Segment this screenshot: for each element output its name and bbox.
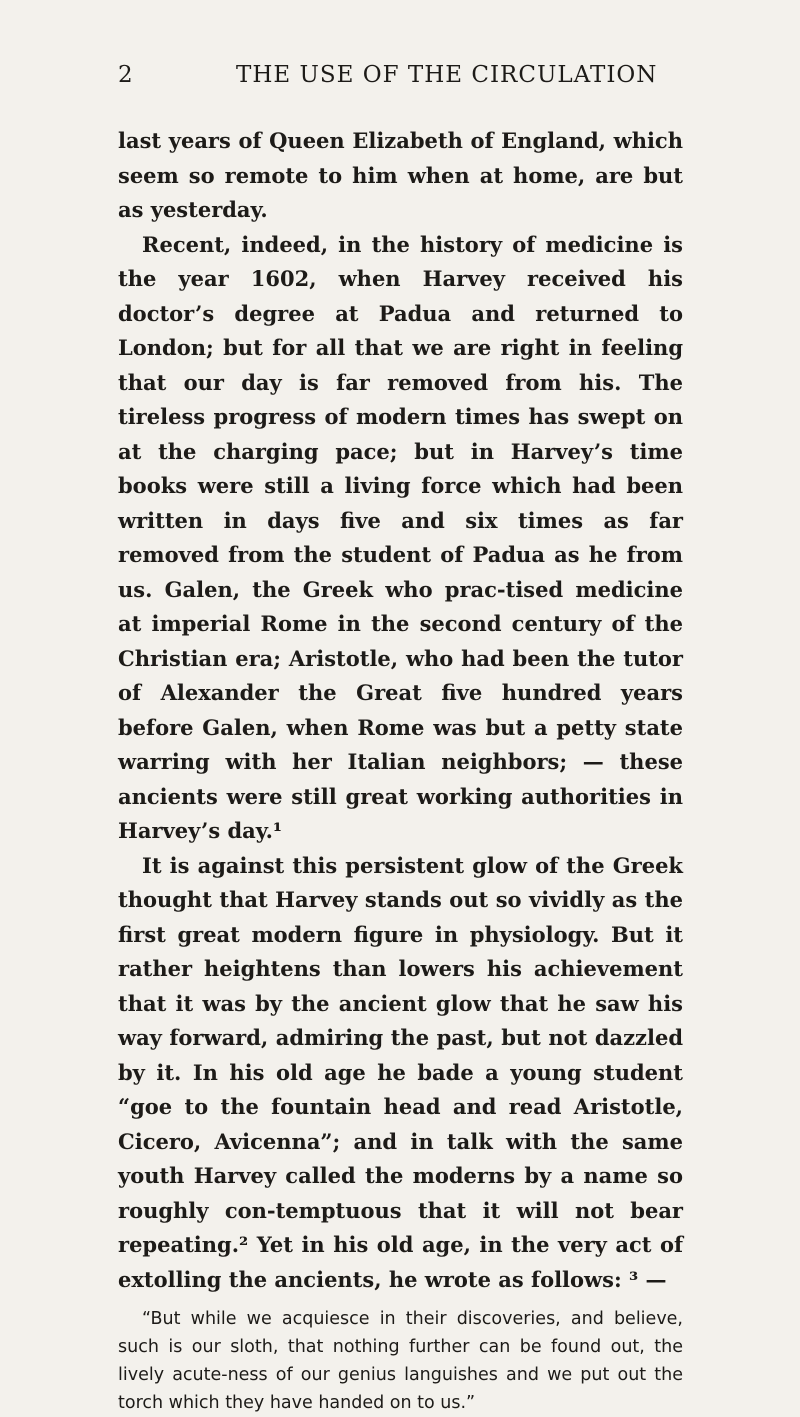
paragraph-continued: last years of Queen Elizabeth of England, which seem so remote to him when at home, are but as yesterday. — [118, 128, 683, 222]
quote-text: “But while we acquiesce in their discoveries, and believe, such is our sloth, that nothing further can be found out, the lively acute-ness of our genius languishes and we put out the torch which they have handed on to us.” — [118, 1309, 683, 1413]
paragraph: It is against this persistent glow of the Greek thought that Harvey stands out so vividly as the first great modern figure in physiology. But it rather heightens than lowers his achievement that it was by the ancient glow that he saw his way forward, admiring the past, but not dazzled by it. In his old age he bade a young student “goe to the fountain head and read Aristotle, Cicero, Avicenna”; and in talk with the same youth Harvey called the moderns by a name so roughly con-temptuous that it will not bear repeating.² Yet in his old age, in the very act of extolling the ancients, he wrote as follows: ³ — — [118, 852, 683, 1292]
page-number: 2 — [118, 62, 134, 88]
book-page — [118, 62, 683, 1417]
block-quote — [118, 1305, 683, 1417]
body-text — [118, 124, 683, 1297]
running-header — [118, 62, 683, 102]
paragraph: Recent, indeed, in the history of medicine is the year 1602, when Harvey received his doctor’s degree at Padua and returned to London; but for all that we are right in feeling that our day is far removed from his. The tireless progress of modern times has swept on at the charging pace; but in Harvey’s time books were still a living force which had been written in days five and six times as far removed from the student of Padua as he from us. Galen, the Greek who prac-tised medicine at imperial Rome in the second century of the Christian era; Aristotle, who had been the tutor of Alexander the Great five hundred years before Galen, when Rome was but a petty state warring with her Italian neighbors; — these ancients were still great working authorities in Harvey’s day.¹ — [118, 231, 683, 843]
running-title: THE USE OF THE CIRCULATION — [236, 62, 658, 88]
